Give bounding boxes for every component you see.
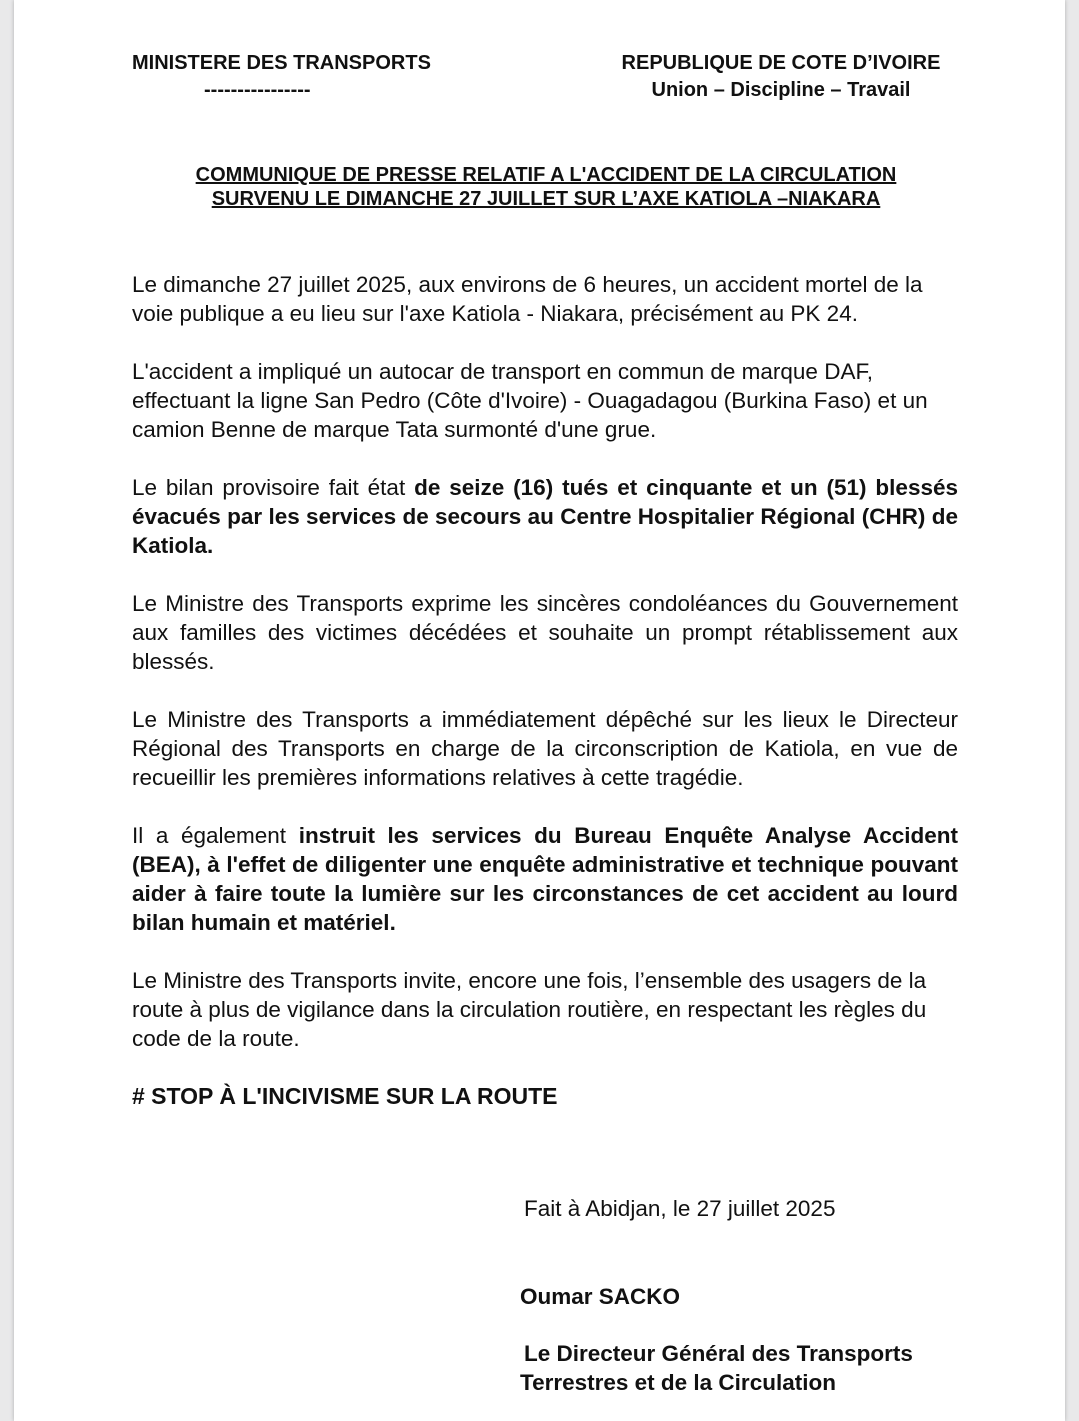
signatory-role [520, 1339, 980, 1397]
document-page [14, 0, 1065, 1421]
slogan: # STOP À L'INCIVISME SUR LA ROUTE [132, 1083, 558, 1109]
investigation-intro: Il a également [132, 823, 299, 848]
national-motto: Union – Discipline – Travail [651, 79, 911, 101]
ministry-name: MINISTERE DES TRANSPORTS [132, 52, 431, 74]
paragraph-vigilance: Le Ministre des Transports invite, encore une fois, l’ensemble des usagers de la route à plus de vigilance dans la circulation routière, en respectant les règles du code de la route. [132, 968, 927, 1051]
place-and-date: Fait à Abidjan, le 27 juillet 2025 [524, 1196, 836, 1221]
paragraph-accident-details: Le dimanche 27 juillet 2025, aux environs de 6 heures, un accident mortel de la voie publique a eu lieu sur l'axe Katiola - Niakara, précisément au PK 24. [132, 272, 923, 326]
toll-figures: de seize (16) tués et cinquante et un (51) blessés évacués par les services de secours au Centre Hospitalier Régional (CHR) de Katiola. [132, 475, 958, 558]
paragraph-dispatch: Le Ministre des Transports a immédiatement dépêché sur les lieux le Directeur Régional des Transports en charge de la circonscription de Katiola, en vue de recueillir les premières informations relatives à cette tragédie. [132, 707, 958, 790]
document-title [124, 163, 968, 211]
title-line-2: SURVENU LE DIMANCHE 27 JUILLET SUR L’AXE KATIOLA –NIAKARA [211, 188, 881, 210]
paragraph-investigation [132, 821, 958, 937]
republic-name: REPUBLIQUE DE COTE D’IVOIRE [621, 52, 941, 74]
title-line-1: COMMUNIQUE DE PRESSE RELATIF A L'ACCIDENT DE LA CIRCULATION [195, 164, 897, 186]
document-body [132, 270, 958, 1140]
republic-header [606, 50, 956, 104]
paragraph-toll [132, 473, 958, 560]
investigation-details: instruit les services du Bureau Enquête Analyse Accident (BEA), à l'effet de diligenter une enquête administrative et technique pouvant aider à faire toute la lumière sur les circonstances de cet accident au lourd bilan humain et matériel. [132, 823, 958, 935]
toll-intro: Le bilan provisoire fait état [132, 475, 415, 500]
paragraph-vehicles: L'accident a impliqué un autocar de transport en commun de marque DAF, effectuant la ligne San Pedro (Côte d'Ivoire) - Ouagadagou (Burkina Faso) et un camion Benne de marque Tata surmonté d'une grue. [132, 359, 928, 442]
ministry-rule: ---------------- [204, 79, 311, 101]
signatory-role-line-2: Terrestres et de la Circulation [520, 1370, 836, 1395]
ministry-header [132, 50, 462, 104]
signatory-role-line-1: Le Directeur Général des Transports [524, 1341, 913, 1366]
paragraph-condolences: Le Ministre des Transports exprime les sincères condoléances du Gouvernement aux familles des victimes décédées et souhaite un prompt rétablissement aux blessés. [132, 591, 958, 674]
signatory-name: Oumar SACKO [520, 1284, 681, 1309]
